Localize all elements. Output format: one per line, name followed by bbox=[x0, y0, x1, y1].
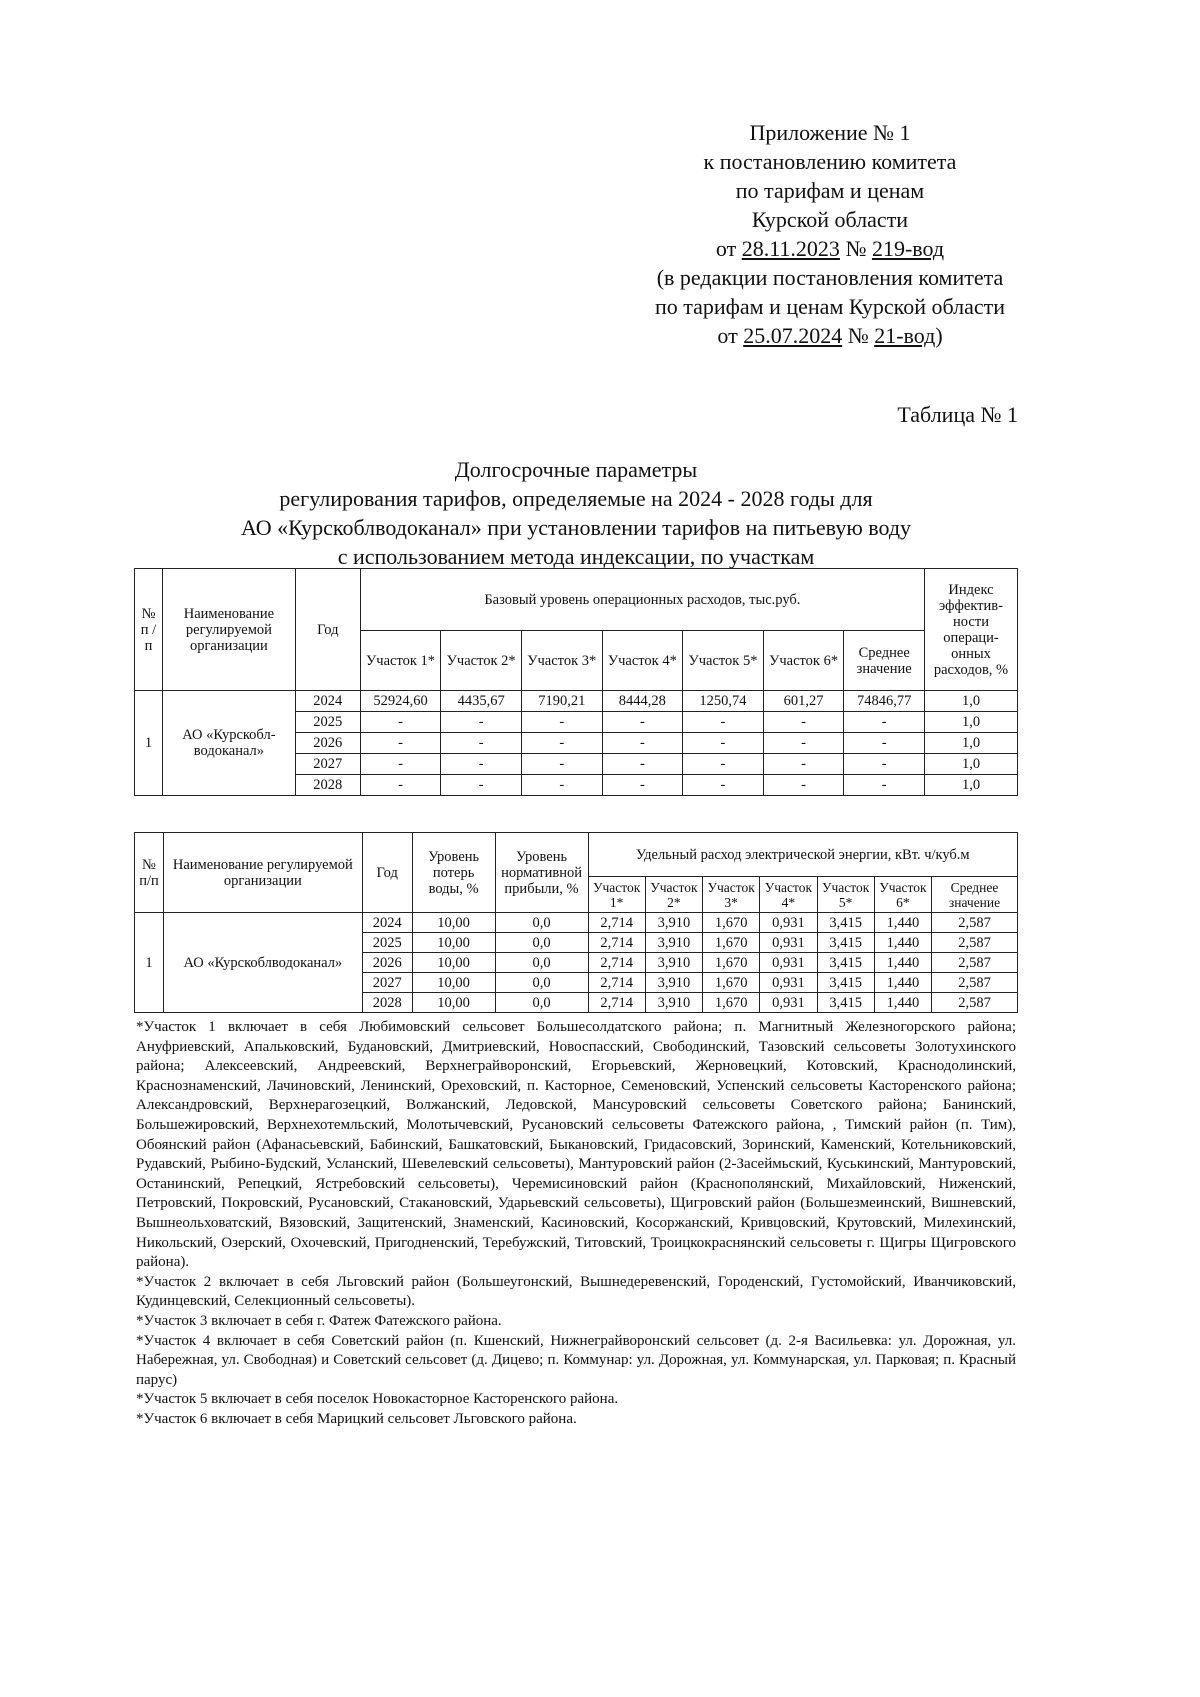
footnote: *Участок 6 включает в себя Марицкий сельсовет Льговского района. bbox=[136, 1410, 577, 1427]
org-name: АО «Курскоблводоканал» bbox=[163, 913, 362, 1013]
value-cell: - bbox=[602, 733, 683, 754]
value-cell: - bbox=[441, 712, 522, 733]
energy-cell: 0,931 bbox=[760, 913, 817, 933]
header-line: Курской области bbox=[751, 207, 909, 232]
subheader-section: Участок 3* bbox=[703, 877, 760, 913]
parameters-table bbox=[134, 832, 1018, 1013]
energy-cell: 1,440 bbox=[874, 933, 931, 953]
value-cell: - bbox=[844, 754, 925, 775]
subheader-section: Участок 1* bbox=[588, 877, 645, 913]
energy-cell: 3,415 bbox=[817, 953, 874, 973]
value-cell: - bbox=[763, 754, 844, 775]
text: ) bbox=[935, 323, 943, 348]
index-cell: 1,0 bbox=[925, 733, 1018, 754]
year-cell: 2028 bbox=[362, 993, 412, 1013]
subheader-section: Участок 2* bbox=[645, 877, 702, 913]
header-line: по тарифам и ценам bbox=[735, 178, 925, 203]
subheader-section: Участок 6* bbox=[763, 631, 844, 691]
year-cell: 2024 bbox=[362, 913, 412, 933]
energy-cell: 3,910 bbox=[645, 933, 702, 953]
header-num: № п / п bbox=[135, 569, 163, 691]
value-cell: - bbox=[360, 775, 441, 796]
subheader-section: Участок 3* bbox=[521, 631, 602, 691]
energy-cell: 3,415 bbox=[817, 933, 874, 953]
profit-cell: 0,0 bbox=[495, 913, 588, 933]
value-cell: - bbox=[602, 712, 683, 733]
energy-cell: 1,670 bbox=[703, 953, 760, 973]
profit-cell: 0,0 bbox=[495, 993, 588, 1013]
energy-cell: 1,440 bbox=[874, 953, 931, 973]
row-num: 1 bbox=[135, 691, 163, 796]
value-cell: - bbox=[521, 712, 602, 733]
footnote: *Участок 5 включает в себя поселок Новокасторное Касторенского района. bbox=[136, 1391, 619, 1408]
energy-cell: 1,440 bbox=[874, 973, 931, 993]
header-base-opex: Базовый уровень операционных расходов, тыс.руб. bbox=[360, 569, 924, 631]
text: от bbox=[717, 323, 744, 348]
value-cell: - bbox=[602, 754, 683, 775]
header-line bbox=[600, 234, 1060, 263]
footnote: *Участок 2 включает в себя Льговский район (Большеугонский, Вышнедеревенский, Городенский, Густомойский, Иванчиковский, Кудинцевский, Селекционный сельсоветы). bbox=[136, 1273, 1016, 1310]
subheader-section: Среднее значение bbox=[844, 631, 925, 691]
energy-cell: 2,714 bbox=[588, 953, 645, 973]
energy-cell: 2,587 bbox=[932, 973, 1018, 993]
value-cell: - bbox=[844, 775, 925, 796]
water-loss-cell: 10,00 bbox=[412, 973, 495, 993]
value-cell: - bbox=[683, 733, 764, 754]
energy-cell: 2,587 bbox=[932, 953, 1018, 973]
value-cell: - bbox=[360, 733, 441, 754]
energy-cell: 2,714 bbox=[588, 993, 645, 1013]
energy-cell: 3,415 bbox=[817, 913, 874, 933]
value-cell: - bbox=[521, 775, 602, 796]
footnote: *Участок 1 включает в себя Любимовский сельсовет Большесолдатского района; п. Магнитный Железногорского района; Ануфриевский, Апальковский, Будановский, Дмитриевский, Новоспасский, Свободинский, Тазовский сельсоветы Золотухинского района; Алексеевский, Андреевский, Верхнеграйворонский, Егорьевский, Жерновецкий, Котовский, Краснодолинский, Краснознаменский, Лачиновский, Ленинский, Ореховский, п. Касторное, Семеновский, Успенский сельсоветы Касторенского района; Александровский, Верхнерагозецкий, Волжанский, Ледовской, Мансуровский сельсоветы Советского района; Банинский, Большежировский, Верхнехотемльский, Молотычевский, Русановский сельсоветы Фатежского района, , Тимский район (п. Тим), Обоянский район (Афанасьевский, Бабинский, Башкатовский, Быкановский, Гридасовский, Зоринский, Каменский, Котельниковский, Рудавский, Рыбино-Будский, Усланский, Шевелевский сельсоветы), Мантуровский район (2-Засеймьский, Куськинский, Мантуровский, Останинский, Репецкий, Ястребовский сельсоветы), Черемисиновский район (Краснополянский, Михайловский, Ниженский, Петровский, Покровский, Русановский, Стакановский, Ударьевский сельсоветы), Щигровский район (Большезмеинский, Вишневский, Вышнеольховатский, Вязовский, Защитенский, Знаменский, Касиновский, Косоржанский, Кривцовский, Крутовский, Милехинский, Никольский, Озерский, Охочевский, Пригодненский, Теребужский, Титовский, Троицкокраснянский сельсоветы г. Щигры Щигровского района). bbox=[136, 1019, 1016, 1271]
value-cell: - bbox=[763, 733, 844, 754]
energy-cell: 3,415 bbox=[817, 973, 874, 993]
subheader-section: Участок 5* bbox=[683, 631, 764, 691]
value-cell: - bbox=[441, 754, 522, 775]
subheader-section: Участок 6* bbox=[874, 877, 931, 913]
value-cell: - bbox=[683, 754, 764, 775]
energy-cell: 3,910 bbox=[645, 993, 702, 1013]
text: № bbox=[842, 323, 875, 348]
text: № bbox=[839, 236, 872, 261]
header-efficiency-index: Индекс эффектив-ности операци-онных расходов, % bbox=[925, 569, 1018, 691]
title-line: с использованием метода индексации, по участкам bbox=[337, 544, 815, 569]
value-cell: - bbox=[441, 733, 522, 754]
energy-cell: 1,440 bbox=[874, 913, 931, 933]
value-cell: - bbox=[683, 712, 764, 733]
profit-cell: 0,0 bbox=[495, 953, 588, 973]
year-cell: 2025 bbox=[362, 933, 412, 953]
water-loss-cell: 10,00 bbox=[412, 913, 495, 933]
value-cell: - bbox=[844, 712, 925, 733]
title-line: АО «Курскоблводоканал» при установлении тарифов на питьевую воду bbox=[240, 515, 912, 540]
header-org: Наименование регулируемой организации bbox=[162, 569, 295, 691]
org-name: АО «Курскобл-водоканал» bbox=[162, 691, 295, 796]
energy-cell: 0,931 bbox=[760, 953, 817, 973]
value-cell: - bbox=[602, 775, 683, 796]
energy-cell: 1,670 bbox=[703, 933, 760, 953]
header-line: к постановлению комитета bbox=[703, 149, 957, 174]
subheader-section: Участок 5* bbox=[817, 877, 874, 913]
title-line: Долгосрочные параметры bbox=[454, 457, 698, 482]
header-line: Приложение № 1 bbox=[749, 120, 911, 145]
value-cell: 1250,74 bbox=[683, 691, 764, 712]
value-cell: - bbox=[360, 712, 441, 733]
header-line: по тарифам и ценам Курской области bbox=[654, 294, 1006, 319]
energy-cell: 3,415 bbox=[817, 993, 874, 1013]
value-cell: - bbox=[521, 754, 602, 775]
energy-cell: 3,910 bbox=[645, 953, 702, 973]
water-loss-cell: 10,00 bbox=[412, 953, 495, 973]
header-profit: Уровень нормативной прибыли, % bbox=[495, 833, 588, 913]
index-cell: 1,0 bbox=[925, 712, 1018, 733]
index-cell: 1,0 bbox=[925, 691, 1018, 712]
header-year: Год bbox=[295, 569, 360, 691]
table-row bbox=[135, 691, 1018, 712]
water-loss-cell: 10,00 bbox=[412, 993, 495, 1013]
value-cell: - bbox=[763, 712, 844, 733]
year-cell: 2027 bbox=[295, 754, 360, 775]
subheader-section: Участок 1* bbox=[360, 631, 441, 691]
table-row bbox=[135, 913, 1018, 933]
amendment-date: 25.07.2024 bbox=[743, 323, 843, 348]
header-energy: Удельный расход электрической энергии, кВт. ч/куб.м bbox=[588, 833, 1017, 877]
header-line bbox=[600, 321, 1060, 350]
subheader-section: Участок 4* bbox=[760, 877, 817, 913]
value-cell: 601,27 bbox=[763, 691, 844, 712]
energy-cell: 1,440 bbox=[874, 993, 931, 1013]
subheader-section: Участок 4* bbox=[602, 631, 683, 691]
value-cell: 52924,60 bbox=[360, 691, 441, 712]
value-cell: - bbox=[441, 775, 522, 796]
header-year: Год bbox=[362, 833, 412, 913]
value-cell: 8444,28 bbox=[602, 691, 683, 712]
footnote: *Участок 4 включает в себя Советский район (п. Кшенский, Нижнеграйворонский сельсовет (д. 2-я Васильевка: ул. Дорожная, ул. Набережная, ул. Свободная) и Советский сельсовет (д. Дицево; п. Коммунар: ул. Дорожная, ул. Коммунарская, ул. Парковая; п. Красный парус) bbox=[136, 1332, 1016, 1388]
header-num: № п/п bbox=[135, 833, 164, 913]
energy-cell: 1,670 bbox=[703, 913, 760, 933]
subheader-section: Среднее значение bbox=[932, 877, 1018, 913]
energy-cell: 2,714 bbox=[588, 933, 645, 953]
year-cell: 2027 bbox=[362, 973, 412, 993]
decree-date: 28.11.2023 bbox=[741, 236, 840, 261]
value-cell: 4435,67 bbox=[441, 691, 522, 712]
energy-cell: 2,587 bbox=[932, 993, 1018, 1013]
year-cell: 2025 bbox=[295, 712, 360, 733]
text: от bbox=[715, 236, 742, 261]
value-cell: - bbox=[360, 754, 441, 775]
value-cell: - bbox=[683, 775, 764, 796]
energy-cell: 0,931 bbox=[760, 933, 817, 953]
footnote: *Участок 3 включает в себя г. Фатеж Фатежского района. bbox=[136, 1312, 502, 1329]
value-cell: 74846,77 bbox=[844, 691, 925, 712]
header-org: Наименование регулируемой организации bbox=[163, 833, 362, 913]
value-cell: 7190,21 bbox=[521, 691, 602, 712]
value-cell: - bbox=[763, 775, 844, 796]
index-cell: 1,0 bbox=[925, 775, 1018, 796]
title-line: регулирования тарифов, определяемые на 2024 - 2028 годы для bbox=[279, 486, 873, 511]
document-title bbox=[134, 455, 1018, 571]
header-water-loss: Уровень потерь воды, % bbox=[412, 833, 495, 913]
energy-cell: 0,931 bbox=[760, 993, 817, 1013]
header-line: (в редакции постановления комитета bbox=[656, 265, 1004, 290]
energy-cell: 2,714 bbox=[588, 973, 645, 993]
energy-cell: 2,714 bbox=[588, 913, 645, 933]
energy-cell: 1,670 bbox=[703, 973, 760, 993]
amendment-number: 21-вод bbox=[874, 323, 936, 348]
row-num: 1 bbox=[135, 913, 164, 1013]
energy-cell: 1,670 bbox=[703, 993, 760, 1013]
energy-cell: 2,587 bbox=[932, 913, 1018, 933]
profit-cell: 0,0 bbox=[495, 933, 588, 953]
value-cell: - bbox=[521, 733, 602, 754]
water-loss-cell: 10,00 bbox=[412, 933, 495, 953]
profit-cell: 0,0 bbox=[495, 973, 588, 993]
energy-cell: 3,910 bbox=[645, 913, 702, 933]
year-cell: 2024 bbox=[295, 691, 360, 712]
appendix-header bbox=[600, 118, 1060, 350]
energy-cell: 2,587 bbox=[932, 933, 1018, 953]
energy-cell: 3,910 bbox=[645, 973, 702, 993]
table-label: Таблица № 1 bbox=[897, 402, 1018, 427]
decree-number: 219-вод bbox=[871, 236, 945, 261]
value-cell: - bbox=[844, 733, 925, 754]
energy-cell: 0,931 bbox=[760, 973, 817, 993]
index-cell: 1,0 bbox=[925, 754, 1018, 775]
year-cell: 2026 bbox=[362, 953, 412, 973]
year-cell: 2028 bbox=[295, 775, 360, 796]
footnotes bbox=[136, 1018, 1016, 1429]
year-cell: 2026 bbox=[295, 733, 360, 754]
subheader-section: Участок 2* bbox=[441, 631, 522, 691]
opex-table bbox=[134, 568, 1018, 796]
